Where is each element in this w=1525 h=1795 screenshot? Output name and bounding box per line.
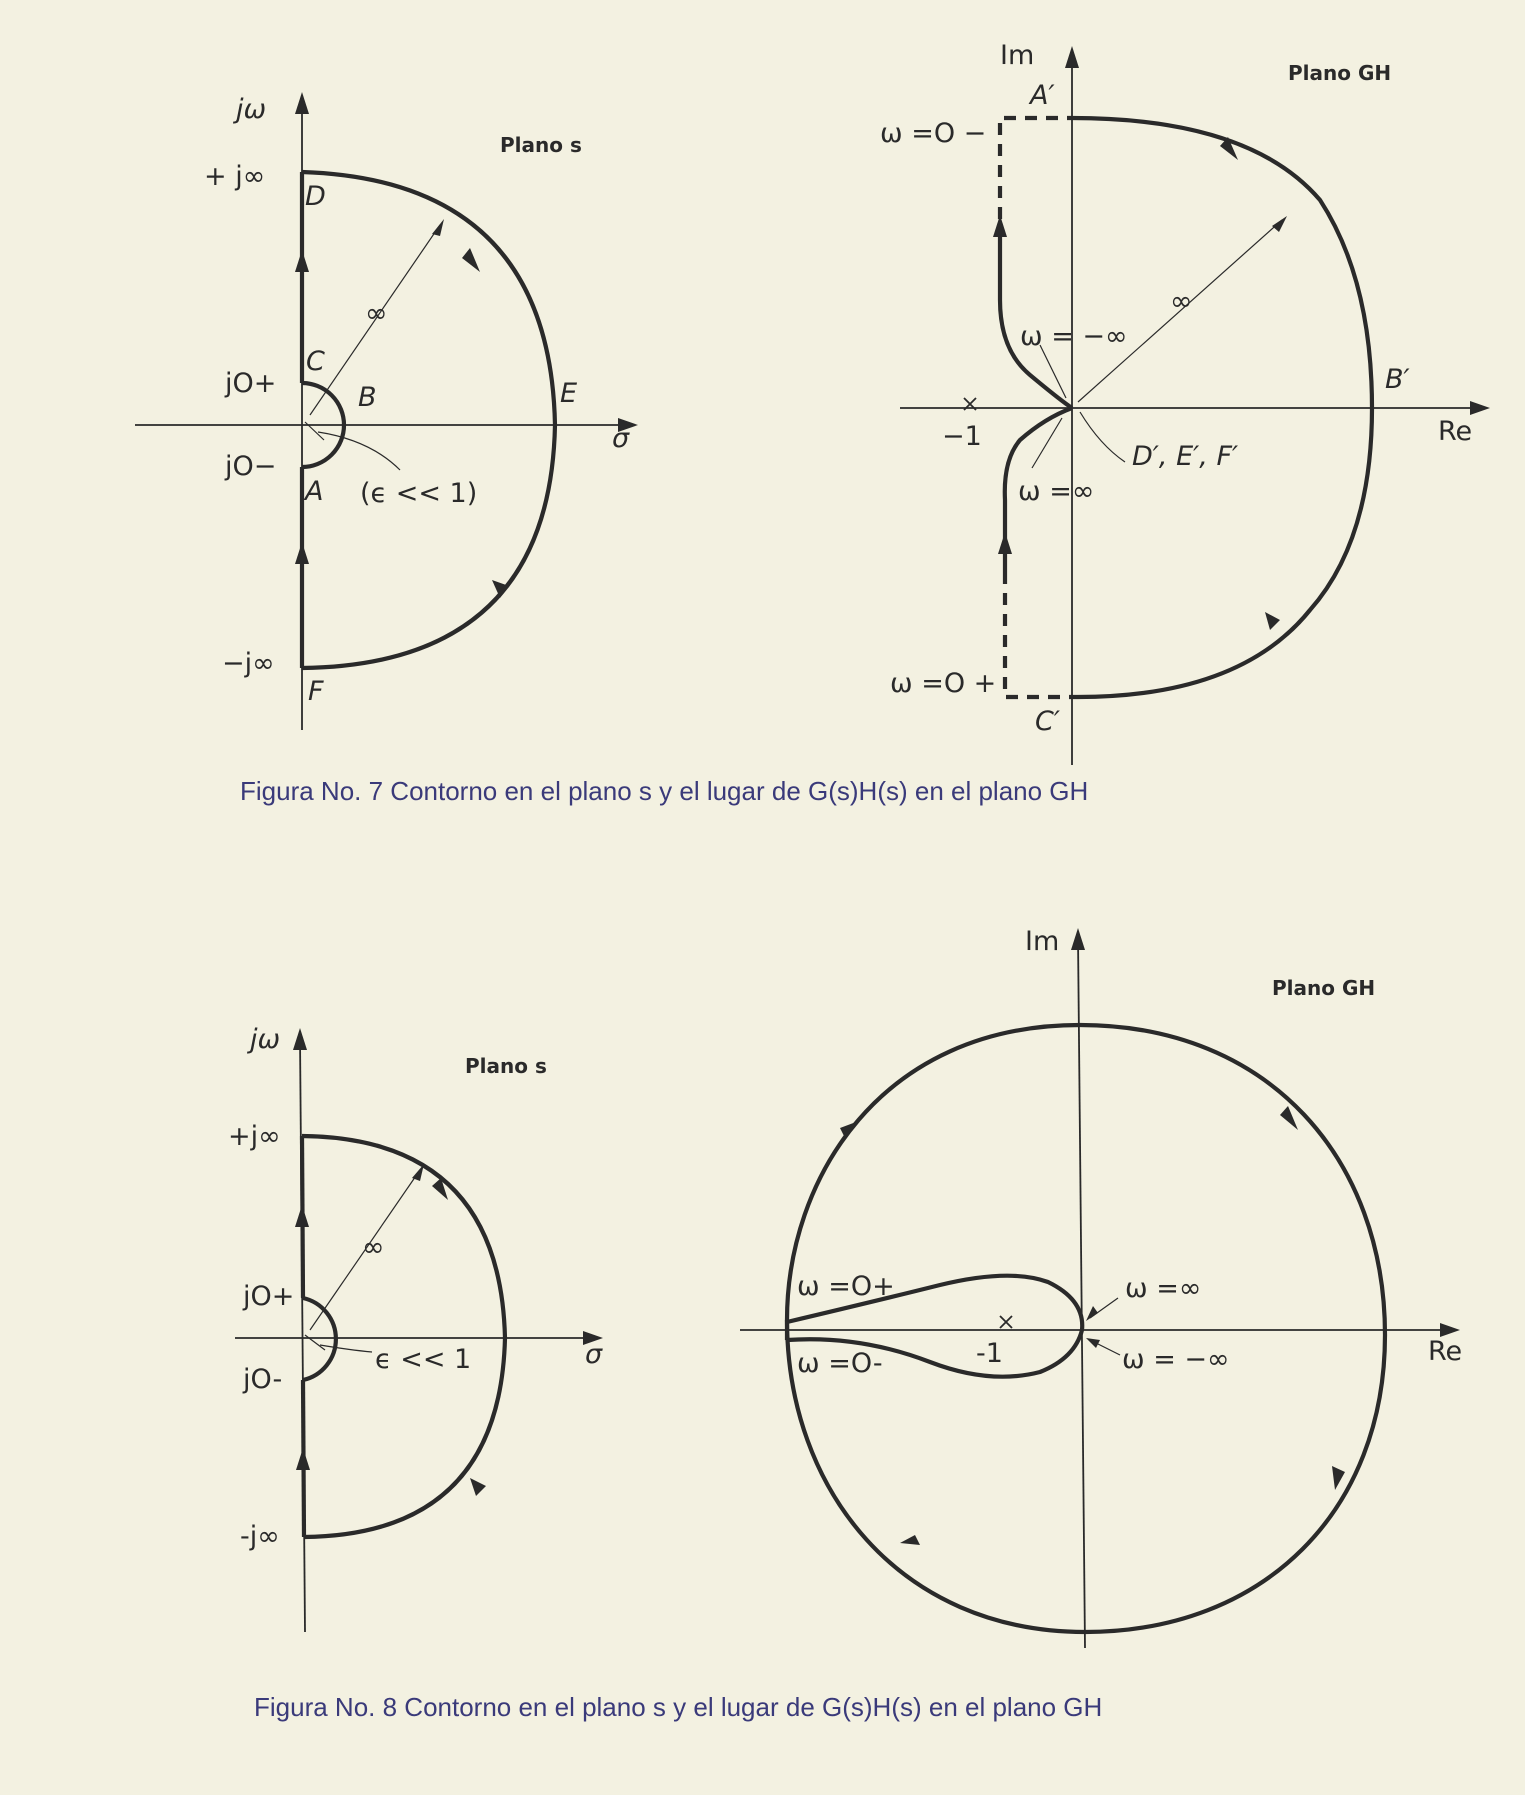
fig7-s-radius-label: ∞ bbox=[365, 298, 388, 329]
fig7-s-minus-jinf: −j∞ bbox=[222, 648, 275, 679]
fig8-gh-w0plus: ω =O+ bbox=[797, 1271, 895, 1302]
fig8-s-contour-small-semicircle bbox=[303, 1298, 336, 1380]
fig8-s-j0minus: jO- bbox=[243, 1364, 283, 1395]
fig7-s-epsilon-leader bbox=[318, 432, 400, 470]
fig7-s-jw-arrowhead bbox=[295, 92, 309, 114]
fig8-s-axis-x-label: σ bbox=[585, 1339, 603, 1370]
fig8-gh-re-arrowhead bbox=[1440, 1323, 1460, 1337]
fig7-gh-label-A: A′ bbox=[1030, 80, 1055, 111]
fig7-s-j0minus: jO− bbox=[225, 451, 277, 482]
fig8-gh-arrow-lower-left bbox=[900, 1535, 920, 1545]
fig7-gh-im-arrowhead bbox=[1065, 46, 1079, 68]
fig7-gh-w0minus: ω =O − bbox=[880, 118, 987, 149]
fig8-gh-minus-one-cross bbox=[1000, 1316, 1012, 1328]
fig8-gh-axis-x-label: Re bbox=[1428, 1336, 1463, 1367]
fig7-gh-axis-y-label: Im bbox=[1000, 40, 1035, 71]
fig7-gh-re-arrowhead bbox=[1470, 401, 1490, 415]
fig7-s-axis-x-label: σ bbox=[612, 423, 630, 454]
fig8-gh-minus-one: -1 bbox=[976, 1338, 1003, 1369]
fig7-s-radius-arrowhead bbox=[432, 219, 444, 236]
fig7-s-contour-arrow-bottom-arc bbox=[492, 580, 509, 598]
fig8-s-contour-arrow-up-upper bbox=[295, 1205, 309, 1227]
fig8-s-radius-arrowhead bbox=[412, 1164, 424, 1181]
fig7-s-label-D: D bbox=[305, 181, 326, 212]
fig7-s-contour-arrow-top-arc bbox=[462, 248, 480, 272]
fig7-gh-radius-arrowhead bbox=[1272, 216, 1287, 232]
fig8-s-j0plus: jO+ bbox=[243, 1281, 295, 1312]
fig7-gh-dashed-lower bbox=[1005, 572, 1078, 697]
fig8-s-plane bbox=[228, 1024, 603, 1632]
fig7-gh-leader-wminusinf bbox=[1040, 345, 1066, 398]
fig7-s-contour-arrow-up-lower bbox=[295, 542, 309, 564]
fig8-s-radius-label: ∞ bbox=[362, 1232, 385, 1263]
fig7-gh-dashed-upper bbox=[1000, 118, 1072, 240]
fig8-s-jw-axis bbox=[300, 1038, 305, 1632]
fig7-s-axis-y-label: jω bbox=[236, 94, 267, 125]
fig7-s-epsilon-label: (ϵ << 1) bbox=[360, 478, 478, 509]
fig7-caption: Figura No. 7 Contorno en el plano s y el lugar de G(s)H(s) en el plano GH bbox=[240, 776, 1089, 806]
fig8-gh-w0minus: ω =O- bbox=[797, 1348, 883, 1379]
fig7-s-label-B: B bbox=[358, 382, 377, 413]
fig7-gh-label-B: B′ bbox=[1385, 364, 1410, 395]
fig8-s-contour-arrow-up-lower bbox=[296, 1448, 310, 1470]
fig8-s-axis-y-label: jω bbox=[250, 1024, 281, 1055]
fig7-gh-minus-one: −1 bbox=[942, 421, 982, 452]
fig8-gh-leader-winf-arrowhead bbox=[1086, 1306, 1098, 1321]
fig8-s-jw-arrowhead bbox=[293, 1028, 307, 1050]
fig7-s-plane-title: Plano s bbox=[500, 133, 582, 157]
fig8-gh-locus-big-circle bbox=[787, 1025, 1385, 1632]
fig7-s-j0plus: jO+ bbox=[225, 368, 277, 399]
fig8-gh-plane-title: Plano GH bbox=[1272, 976, 1376, 1000]
fig8-s-plus-jinf: +j∞ bbox=[228, 1121, 281, 1152]
fig8-gh-plane bbox=[740, 926, 1462, 1648]
fig8-s-contour-arrow-bottom-arc bbox=[470, 1478, 486, 1496]
fig8-gh-im-arrowhead bbox=[1071, 928, 1085, 950]
fig8-s-minus-jinf: -j∞ bbox=[240, 1521, 280, 1552]
fig8-s-plane-title: Plano s bbox=[465, 1054, 547, 1078]
fig7-s-contour-arrow-up-upper bbox=[295, 250, 309, 272]
fig7-gh-radius-label: ∞ bbox=[1170, 286, 1193, 317]
fig7-s-plane bbox=[135, 92, 638, 730]
fig7-gh-plane-title: Plano GH bbox=[1288, 61, 1392, 85]
fig7-gh-axis-x-label: Re bbox=[1438, 416, 1473, 447]
fig7-gh-plane bbox=[880, 40, 1490, 765]
fig8-gh-axis-y-label: Im bbox=[1025, 926, 1060, 957]
fig7-gh-w0plus: ω =O + bbox=[890, 668, 997, 699]
fig7-gh-wminusinf: ω = −∞ bbox=[1020, 321, 1128, 352]
fig7-s-label-F: F bbox=[308, 676, 324, 707]
fig7-gh-winf: ω =∞ bbox=[1018, 476, 1095, 507]
fig7-s-label-A: A bbox=[305, 476, 324, 507]
fig8-s-contour-large-semicircle bbox=[302, 1136, 505, 1537]
fig8-caption: Figura No. 8 Contorno en el plano s y el lugar de G(s)H(s) en el plano GH bbox=[254, 1692, 1103, 1722]
fig7-gh-arrow-lower-branch bbox=[998, 532, 1012, 554]
fig7-gh-arrow-upper-branch bbox=[993, 215, 1007, 237]
fig8-gh-winf: ω =∞ bbox=[1125, 1273, 1202, 1304]
fig8-gh-arrow-lower-right bbox=[1332, 1466, 1345, 1490]
fig8-s-epsilon-leader bbox=[320, 1345, 372, 1352]
fig8-gh-wminusinf: ω = −∞ bbox=[1122, 1344, 1230, 1375]
fig7-gh-label-C: C′ bbox=[1035, 706, 1060, 737]
fig8-gh-arrow-upper-right bbox=[1280, 1106, 1298, 1130]
fig7-gh-label-DEF: D′, E′, F′ bbox=[1132, 441, 1239, 472]
fig8-s-epsilon-label: ϵ << 1 bbox=[375, 1344, 472, 1375]
fig7-gh-leader-def bbox=[1080, 412, 1125, 462]
fig8-gh-im-axis bbox=[1078, 938, 1085, 1648]
fig7-s-label-C: C bbox=[306, 346, 325, 377]
fig7-s-label-E: E bbox=[560, 378, 578, 409]
fig7-gh-arrow-bottom-arc bbox=[1265, 612, 1280, 630]
fig7-s-plus-jinf: + j∞ bbox=[204, 161, 266, 192]
fig7-s-contour-large-semicircle bbox=[302, 172, 555, 668]
fig8-gh-leader-wminusinf-arrowhead bbox=[1086, 1338, 1100, 1348]
